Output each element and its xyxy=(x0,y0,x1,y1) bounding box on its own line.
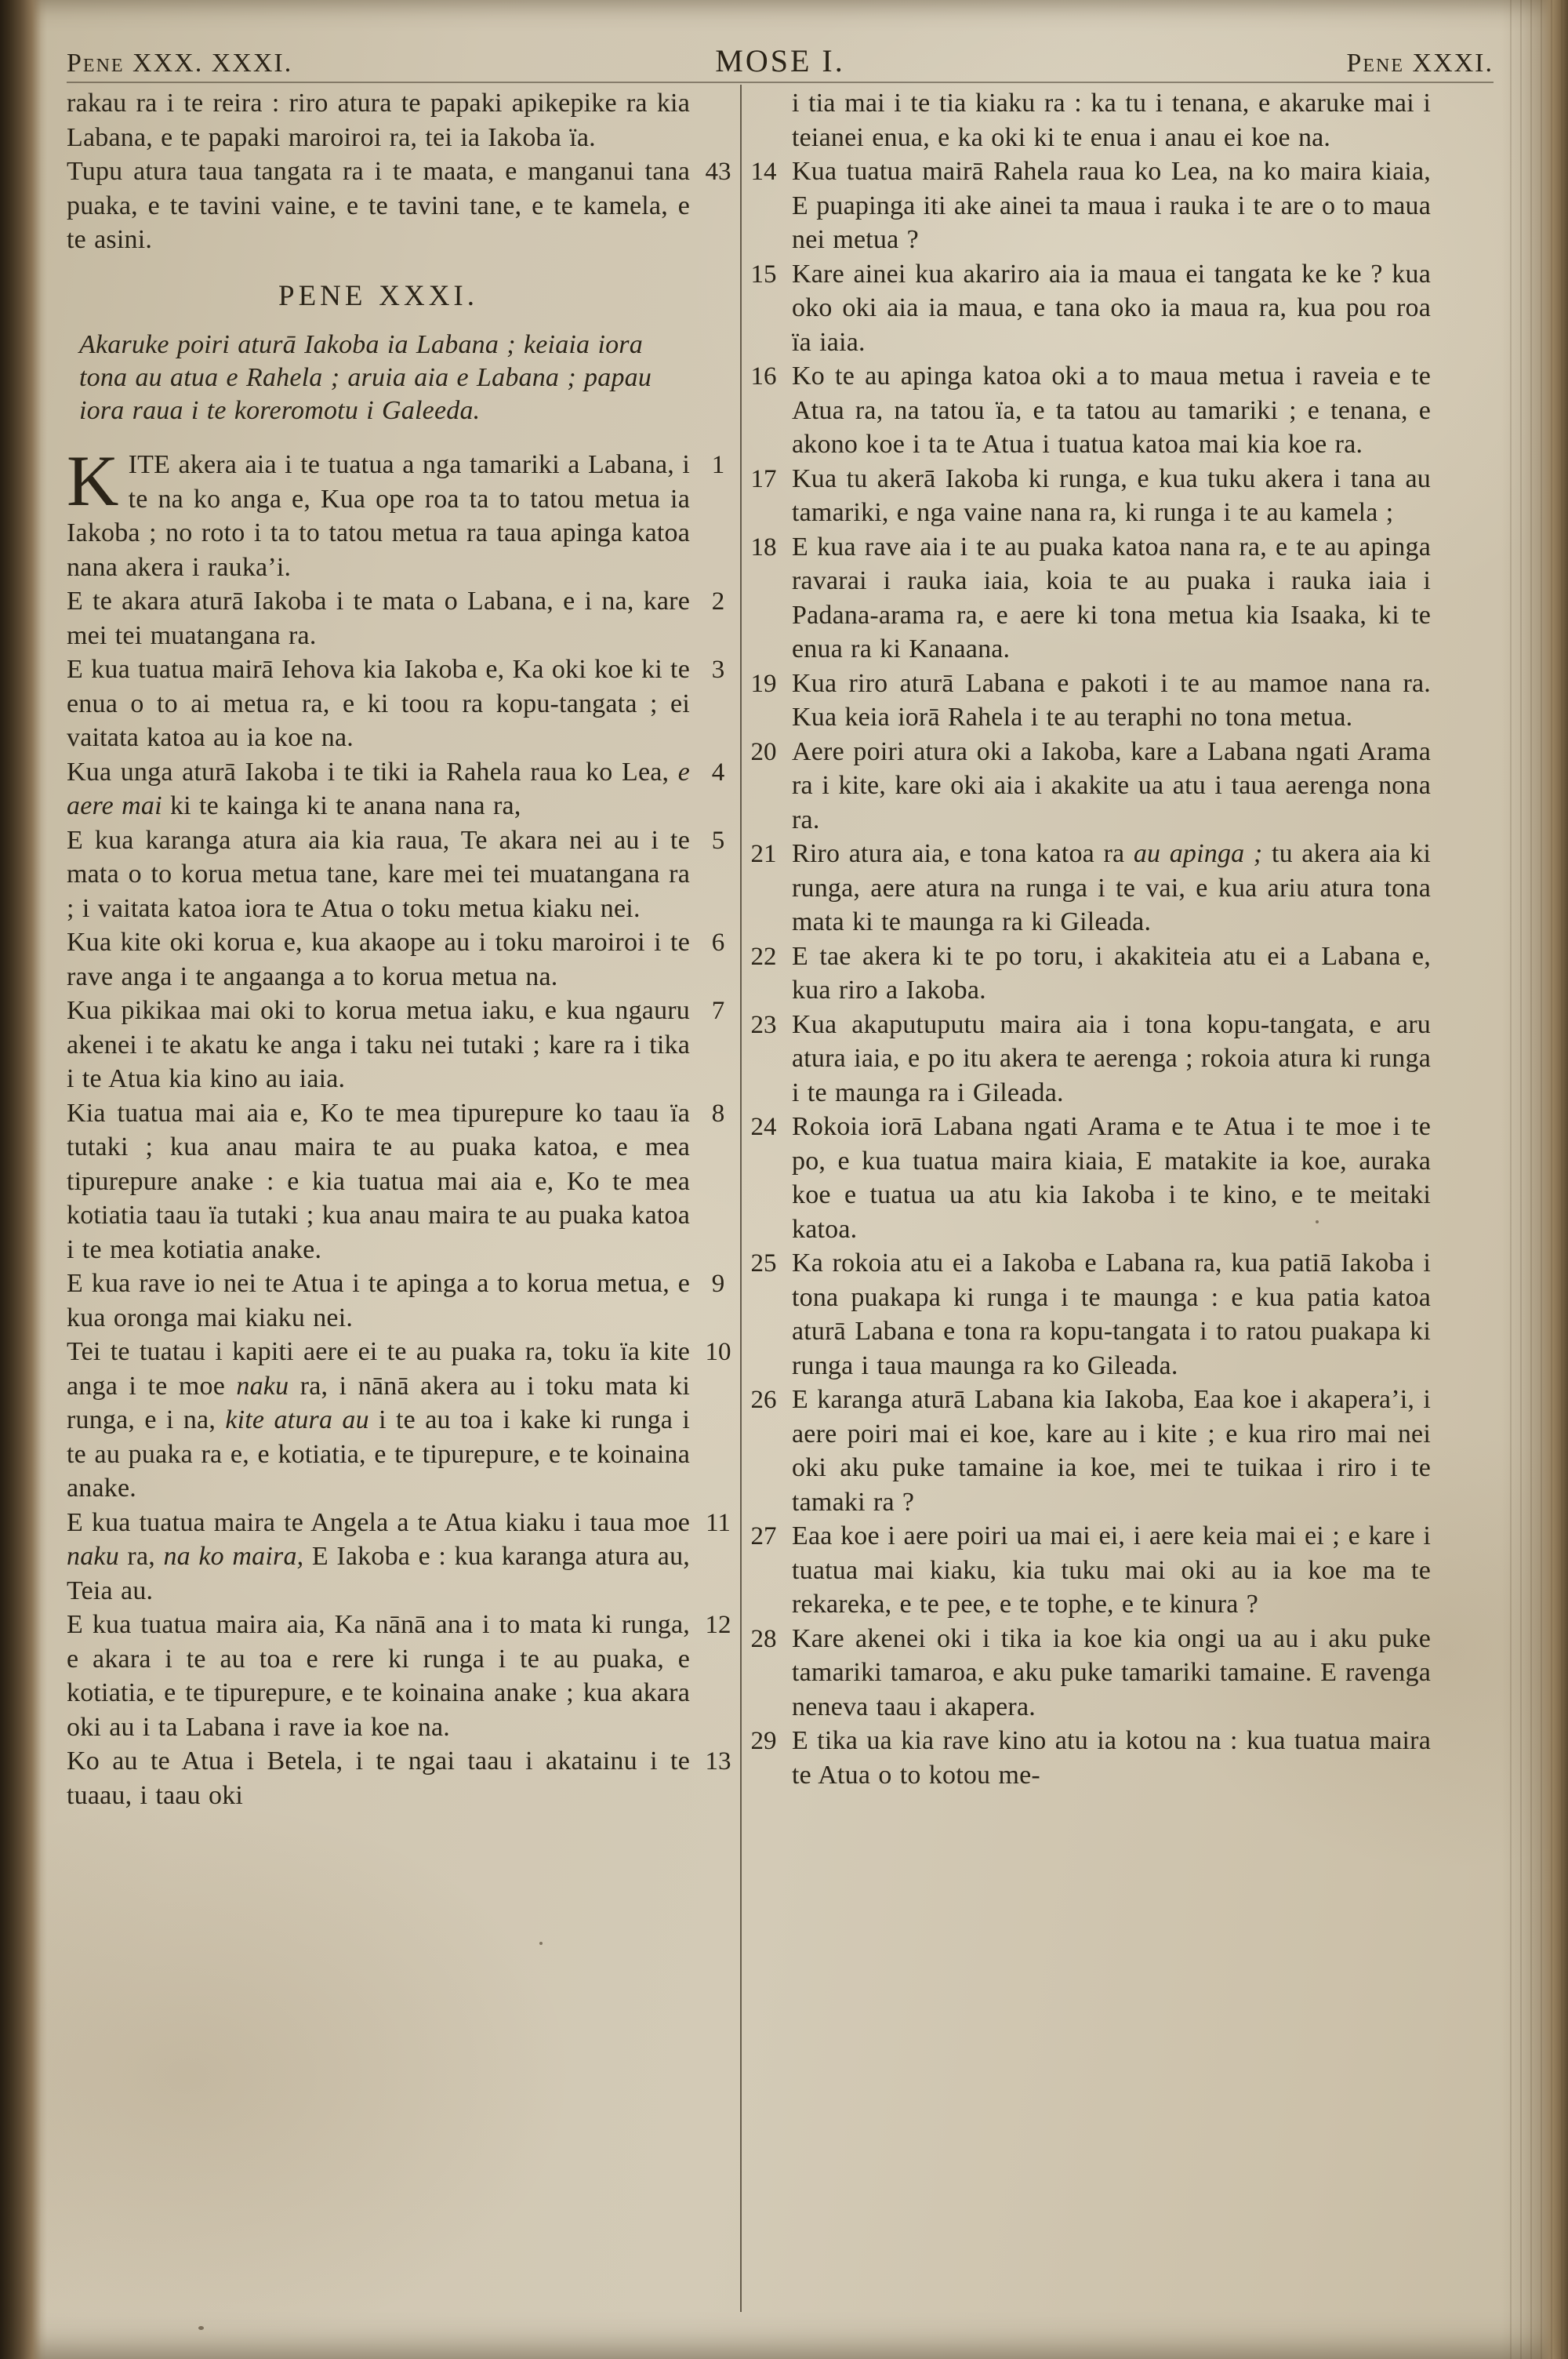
verse-number: 27 xyxy=(750,1522,777,1550)
verse-number: 8 xyxy=(711,1099,725,1128)
verse-text xyxy=(67,1269,690,1332)
verse-text-run: ki te kainga ki te anana nana ra, xyxy=(162,791,521,820)
verse-text xyxy=(67,1508,690,1605)
verse-text xyxy=(792,260,1431,357)
verse-block xyxy=(67,1335,731,1506)
verse-text-run: Ka rokoia atu ei a Iakoba e Labana ra, kua patiā Iakoba i tona puakapa ki runga i te maunga : e kua patia katoa aturā Labana e tona ra kopu-tangata i to ratou puakapa ki runga i taua maunga ra ko Gileada. xyxy=(792,1249,1431,1380)
running-head-left: Pene XXX. XXXI. xyxy=(67,49,293,78)
verse-text xyxy=(792,1385,1431,1517)
verse-text xyxy=(792,464,1431,528)
verse-text xyxy=(67,89,690,152)
verse-number: 21 xyxy=(750,840,777,868)
verse-text xyxy=(792,737,1431,834)
text-columns xyxy=(67,86,1431,1812)
verse-text xyxy=(67,1610,690,1742)
verse-text-run: Aere poiri atura oki a Iakoba, kare a Labana ngati Arama ra i kite, kare oki aia i akakite ua atu i taua aerenga nona ra. xyxy=(792,736,1431,834)
verse-block xyxy=(67,925,725,994)
verse-number: 5 xyxy=(711,826,725,855)
verse-block xyxy=(750,462,1431,530)
verse-block xyxy=(750,1622,1431,1725)
verse-text xyxy=(67,996,690,1093)
verse-block xyxy=(750,940,1431,1008)
drop-cap-initial: K xyxy=(67,441,119,521)
verse-text-run: Kare akenei oki i tika ia koe kia ongi ua au i aku puke tamariki tamaroa, e aku puke tamariki tamaine. E ravenga neneva taau i akapera. xyxy=(792,1623,1431,1721)
verse-text xyxy=(792,533,1431,664)
verse-text xyxy=(792,89,1431,152)
verse-text xyxy=(792,669,1431,732)
verse-text-italic-run: naku xyxy=(236,1371,289,1401)
verse-text-run: Tupu atura taua tangata ra i te maata, e manganui tana puaka, e te tavini vaine, e te tavini tane, e te kamela, e te asini. xyxy=(67,157,690,254)
verse-text xyxy=(67,587,690,650)
verse-text xyxy=(792,1726,1431,1790)
verse-text xyxy=(792,157,1431,254)
verse-number: 24 xyxy=(750,1113,777,1141)
verse-number: 9 xyxy=(711,1270,725,1298)
running-head-right: Pene XXXI. xyxy=(1346,49,1494,78)
verse-text-run: ra, i nānā akera au i toku mata ki runga, e i na, xyxy=(67,1371,690,1434)
verse-text xyxy=(67,826,690,923)
verse-block xyxy=(67,994,725,1096)
verse-number: 4 xyxy=(711,758,725,787)
verse-text xyxy=(792,1521,1431,1619)
verse-block xyxy=(750,667,1431,735)
verse-number: 20 xyxy=(750,737,777,766)
paper-speck xyxy=(1316,1220,1319,1223)
verse-continuation xyxy=(792,86,1431,154)
verse-text-run: Kua akaputuputu maira aia i tona kopu-tangata, e aru atura iaia, e po itu akera te aerenga ; rokoia atura ki runga i te maunga ra i Gileada. xyxy=(792,1009,1431,1107)
book-binding-edge xyxy=(0,0,47,2359)
verse-number: 28 xyxy=(750,1624,777,1653)
verse-block xyxy=(67,823,725,926)
verse-text xyxy=(67,441,690,582)
verse-continuation xyxy=(67,86,690,154)
verse-number: 15 xyxy=(750,260,777,289)
verse-text-run: Riro atura aia, e tona katoa ra xyxy=(792,839,1134,868)
verse-number: 2 xyxy=(711,587,725,616)
verse-block xyxy=(750,530,1431,667)
verse-block xyxy=(67,1096,725,1267)
verse-number: 13 xyxy=(705,1747,731,1776)
verse-text-run: Kua tuatua mairā Rahela raua ko Lea, na ko maira kiaia, E puapinga iti ake ainei ta maua i rauka i te are o to maua nei metua ? xyxy=(792,157,1431,254)
text-column-right xyxy=(750,86,1432,1812)
verse-number: 1 xyxy=(711,451,725,479)
verse-text-run: i tia mai i te tia kiaku ra : ka tu i tenana, e akaruke mai i teianei enua, e ka oki ki te enua i anau ei koe na. xyxy=(792,89,1431,152)
verse-number: 16 xyxy=(750,362,777,391)
verse-text-italic-run: naku xyxy=(67,1542,119,1571)
verse-number: 3 xyxy=(711,656,725,684)
text-column-left xyxy=(67,86,731,1812)
verse-text-run: E kua karanga atura aia kia raua, Te akara nei au i te mata o to korua metua tane, kare mei tei muatangana ra ; i vaitata katoa iora te Atua o toku metua kiaku nei. xyxy=(67,825,690,923)
verse-text-run: Ko au te Atua i Betela, i te ngai taau i akatainu i te tuaau, i taau oki xyxy=(67,1747,690,1810)
verse-number: 22 xyxy=(750,942,777,971)
verse-text-run: E kua tuatua maira te Angela a te Atua kiaku i taua moe xyxy=(67,1507,690,1537)
verse-text-italic-run: kite atura au xyxy=(225,1405,369,1434)
verse-block xyxy=(67,584,725,652)
verse-text xyxy=(67,655,690,752)
verse-text xyxy=(67,1747,690,1810)
verse-number: 26 xyxy=(750,1386,777,1414)
verse-text-run: E tae akera ki te po toru, i akakiteia atu ei a Labana e, kua riro a Iakoba. xyxy=(792,941,1431,1005)
verse-text-run: E kua tuatua maira aia, Ka nānā ana i to mata ki runga, e akara i te au toa e rere ki runga i te au puaka, e kotiatia, e te tipurepure, e te koinaina anake ; kua akara oki au i ta Labana i rave ia koe na. xyxy=(67,1610,690,1742)
verse-text-italic-run: na ko maira, xyxy=(163,1542,304,1571)
verse-number: 12 xyxy=(705,1611,731,1639)
verse-text-run: Kua riro aturā Labana e pakoti i te au mamoe nana ra. Kua keia iorā Rahela i te au teraphi no tona metua. xyxy=(792,668,1431,732)
running-head-title: MOSE I. xyxy=(715,43,845,78)
verse-block xyxy=(67,755,725,823)
verse-number: 19 xyxy=(750,669,777,698)
verse-block xyxy=(67,1744,731,1812)
verse-text-run: E te akara aturā Iakoba i te mata o Labana, e i na, kare mei tei muatangana ra. xyxy=(67,587,690,650)
page-stack-edge xyxy=(1501,0,1568,2359)
verse-text xyxy=(67,928,690,991)
paper-speck xyxy=(198,2326,204,2330)
verse-text-run: tu akera aia ki runga, aere atura na runga i te vai, e kua ariu atura tona mata ki te maunga ra ki Gileada. xyxy=(792,839,1432,936)
verse-text-run: Eaa koe i aere poiri ua mai ei, i aere keia mai ei ; e kare i tuatua mai kiaku, kia tuku mai oki au ia koe ma te rekareka, e te pee, e te tophe, e te kinura ? xyxy=(792,1521,1431,1619)
verse-block xyxy=(750,1246,1431,1383)
verse-text xyxy=(792,362,1431,459)
verse-text-run: Kare ainei kua akariro aia ia maua ei tangata ke ke ? kua oko oki aia ia maua, e tana oko ia maua ra, kua pou roa ïa iaia. xyxy=(792,259,1431,357)
verse-text-run: Kia tuatua mai aia e, Ko te mea tipurepure ko taau ïa tutaki ; kua anau maira te au puaka katoa, e mea tipurepure anake : e kia tuatua mai aia e, Ko te mea kotiatia taau ïa tutaki ; kua anau maira te au puaka katoa i te mea kotiatia anake. xyxy=(67,1098,690,1264)
verse-text-run: ITE akera aia i te tuatua a nga tamariki a Labana, i te na ko anga e, Kua ope roa ta to tatou metua ia Iakoba ; no roto i ta to tatou metua ra taua apinga katoa nana akera i rauka’i. xyxy=(67,450,690,582)
verse-block xyxy=(750,154,1431,257)
verse-text xyxy=(67,1099,690,1264)
verse-text xyxy=(792,942,1431,1005)
verse-block xyxy=(750,1383,1431,1519)
verse-text-run: Ko te au apinga katoa oki a to maua metua i raveia e te Atua ra, na tatou ïa, e ta tatou au tamariki ; e tenana, e akono koe i ta te Atua i tuatua katoa mai kia koe ra. xyxy=(792,362,1431,459)
verse-text-run: Tei te tuatau i kapiti aere ei te au puaka ra, toku ïa kite anga i te moe xyxy=(67,1337,690,1401)
verse-text xyxy=(67,758,690,821)
verse-number: 43 xyxy=(705,158,731,186)
verse-block xyxy=(67,1267,725,1335)
verse-block xyxy=(750,257,1431,360)
verse-number: 10 xyxy=(705,1338,731,1366)
verse-text-run: Kua tu akerā Iakoba ki runga, e kua tuku akera i tana au tamariki, e nga vaine nana ra, ki runga i te au kamela ; xyxy=(792,463,1431,527)
verse-block xyxy=(67,441,725,584)
verse-block xyxy=(750,1519,1431,1622)
verse-number: 14 xyxy=(750,158,777,186)
verse-text xyxy=(792,839,1431,936)
verse-number: 11 xyxy=(706,1508,731,1537)
verse-text-run: E karanga aturā Labana kia Iakoba, Eaa koe i akapera’i, i aere poiri mai ei koe, kare au i kite ; e kua riro mai nei oki aku puke tamaine ia koe, mei te tuikaa i riro i te tamaki ra ? xyxy=(792,1385,1431,1517)
verse-text-run: E Iakoba e : kua karanga atura au, Teia au. xyxy=(67,1542,690,1605)
paper-speck xyxy=(539,1942,543,1945)
verse-number: 6 xyxy=(711,929,725,957)
verse-number: 29 xyxy=(750,1727,777,1755)
verse-block xyxy=(67,1608,731,1744)
verse-number: 23 xyxy=(750,1010,777,1039)
chapter-heading: PENE XXXI. xyxy=(278,279,478,312)
verse-number: 18 xyxy=(750,533,777,562)
verse-text-run: i te au toa i kake ki runga i te au puaka ra e, e kotiatia, e te tipurepure, e te koinaina anake. xyxy=(67,1405,691,1503)
verse-text xyxy=(792,1624,1431,1721)
verse-text-italic-run: au apinga ; xyxy=(1133,839,1263,868)
verse-text-run: E kua tuatua mairā Iehova kia Iakoba e, Ka oki koe ki te enua o to ai metua ra, e ki toou ra kopu-tangata ; ei vaitata katoa au ia koe na. xyxy=(67,655,690,752)
verse-text-run: Kua unga aturā Iakoba i te tiki ia Rahela raua ko Lea, xyxy=(67,757,678,787)
verse-number: 7 xyxy=(711,997,725,1025)
verse-text-run: E kua rave aia i te au puaka katoa nana ra, e te au apinga ravarai i rauka iaia, koia te au puaka i rauka iaia i Padana-arama ra, e aere ki tona metua kia Isaaka, ki te enua ra ki Kanaana. xyxy=(792,532,1431,663)
verse-number: 25 xyxy=(750,1249,777,1278)
verse-text-run: rakau ra i te reira : riro atura te papaki apikepike ra kia Labana, e te papaki maroiroi ra, tei ia Iakoba ïa. xyxy=(67,89,690,152)
verse-block xyxy=(750,1724,1431,1792)
verse-text xyxy=(792,1112,1431,1244)
verse-text-run: ra, xyxy=(118,1542,164,1571)
verse-text xyxy=(67,1337,690,1503)
verse-text-run: Kua pikikaa mai oki to korua metua iaku, e kua ngauru akenei i te akatu ke anga i taku nei tutaki ; kare ra i tika i te Atua kia kino au iaia. xyxy=(67,996,690,1093)
chapter-summary: Akaruke poiri aturā Iakoba ia Labana ; keiaia iora tona au atua e Rahela ; aruia aia e Labana ; papau iora raua i te koreromotu i Galeeda. xyxy=(79,330,652,425)
header-rule xyxy=(67,82,1494,83)
verse-block xyxy=(750,1110,1431,1246)
verse-text xyxy=(67,157,690,254)
verse-text-run: E tika ua kia rave kino atu ia kotou na : kua tuatua maira te Atua o to kotou me- xyxy=(792,1726,1431,1790)
verse-text xyxy=(792,1249,1431,1380)
verse-text-italic-run: e aere mai xyxy=(67,757,690,820)
verse-number: 17 xyxy=(750,464,777,493)
verse-text-run: Kua kite oki korua e, kua akaope au i toku maroiroi i te rave anga i te angaanga a to korua metua na. xyxy=(67,928,690,991)
verse-text-run: E kua rave io nei te Atua i te apinga a to korua metua, e kua oronga mai kiaku nei. xyxy=(67,1269,690,1332)
verse-block xyxy=(67,154,731,257)
verse-block xyxy=(67,652,725,755)
verse-block xyxy=(750,735,1431,838)
verse-block xyxy=(67,1506,731,1608)
page-header xyxy=(67,42,1494,79)
verse-text-run: Rokoia iorā Labana ngati Arama e te Atua i te moe i te po, e kua tuatua maira kiaia, E matakite ia koe, auraka koe e tuatua ua atu kia Iakoba i te kino, e te meitaki katoa. xyxy=(792,1112,1431,1244)
verse-block xyxy=(750,1008,1431,1110)
verse-text xyxy=(792,1010,1431,1107)
verse-block xyxy=(750,837,1432,940)
verse-block xyxy=(750,359,1431,462)
